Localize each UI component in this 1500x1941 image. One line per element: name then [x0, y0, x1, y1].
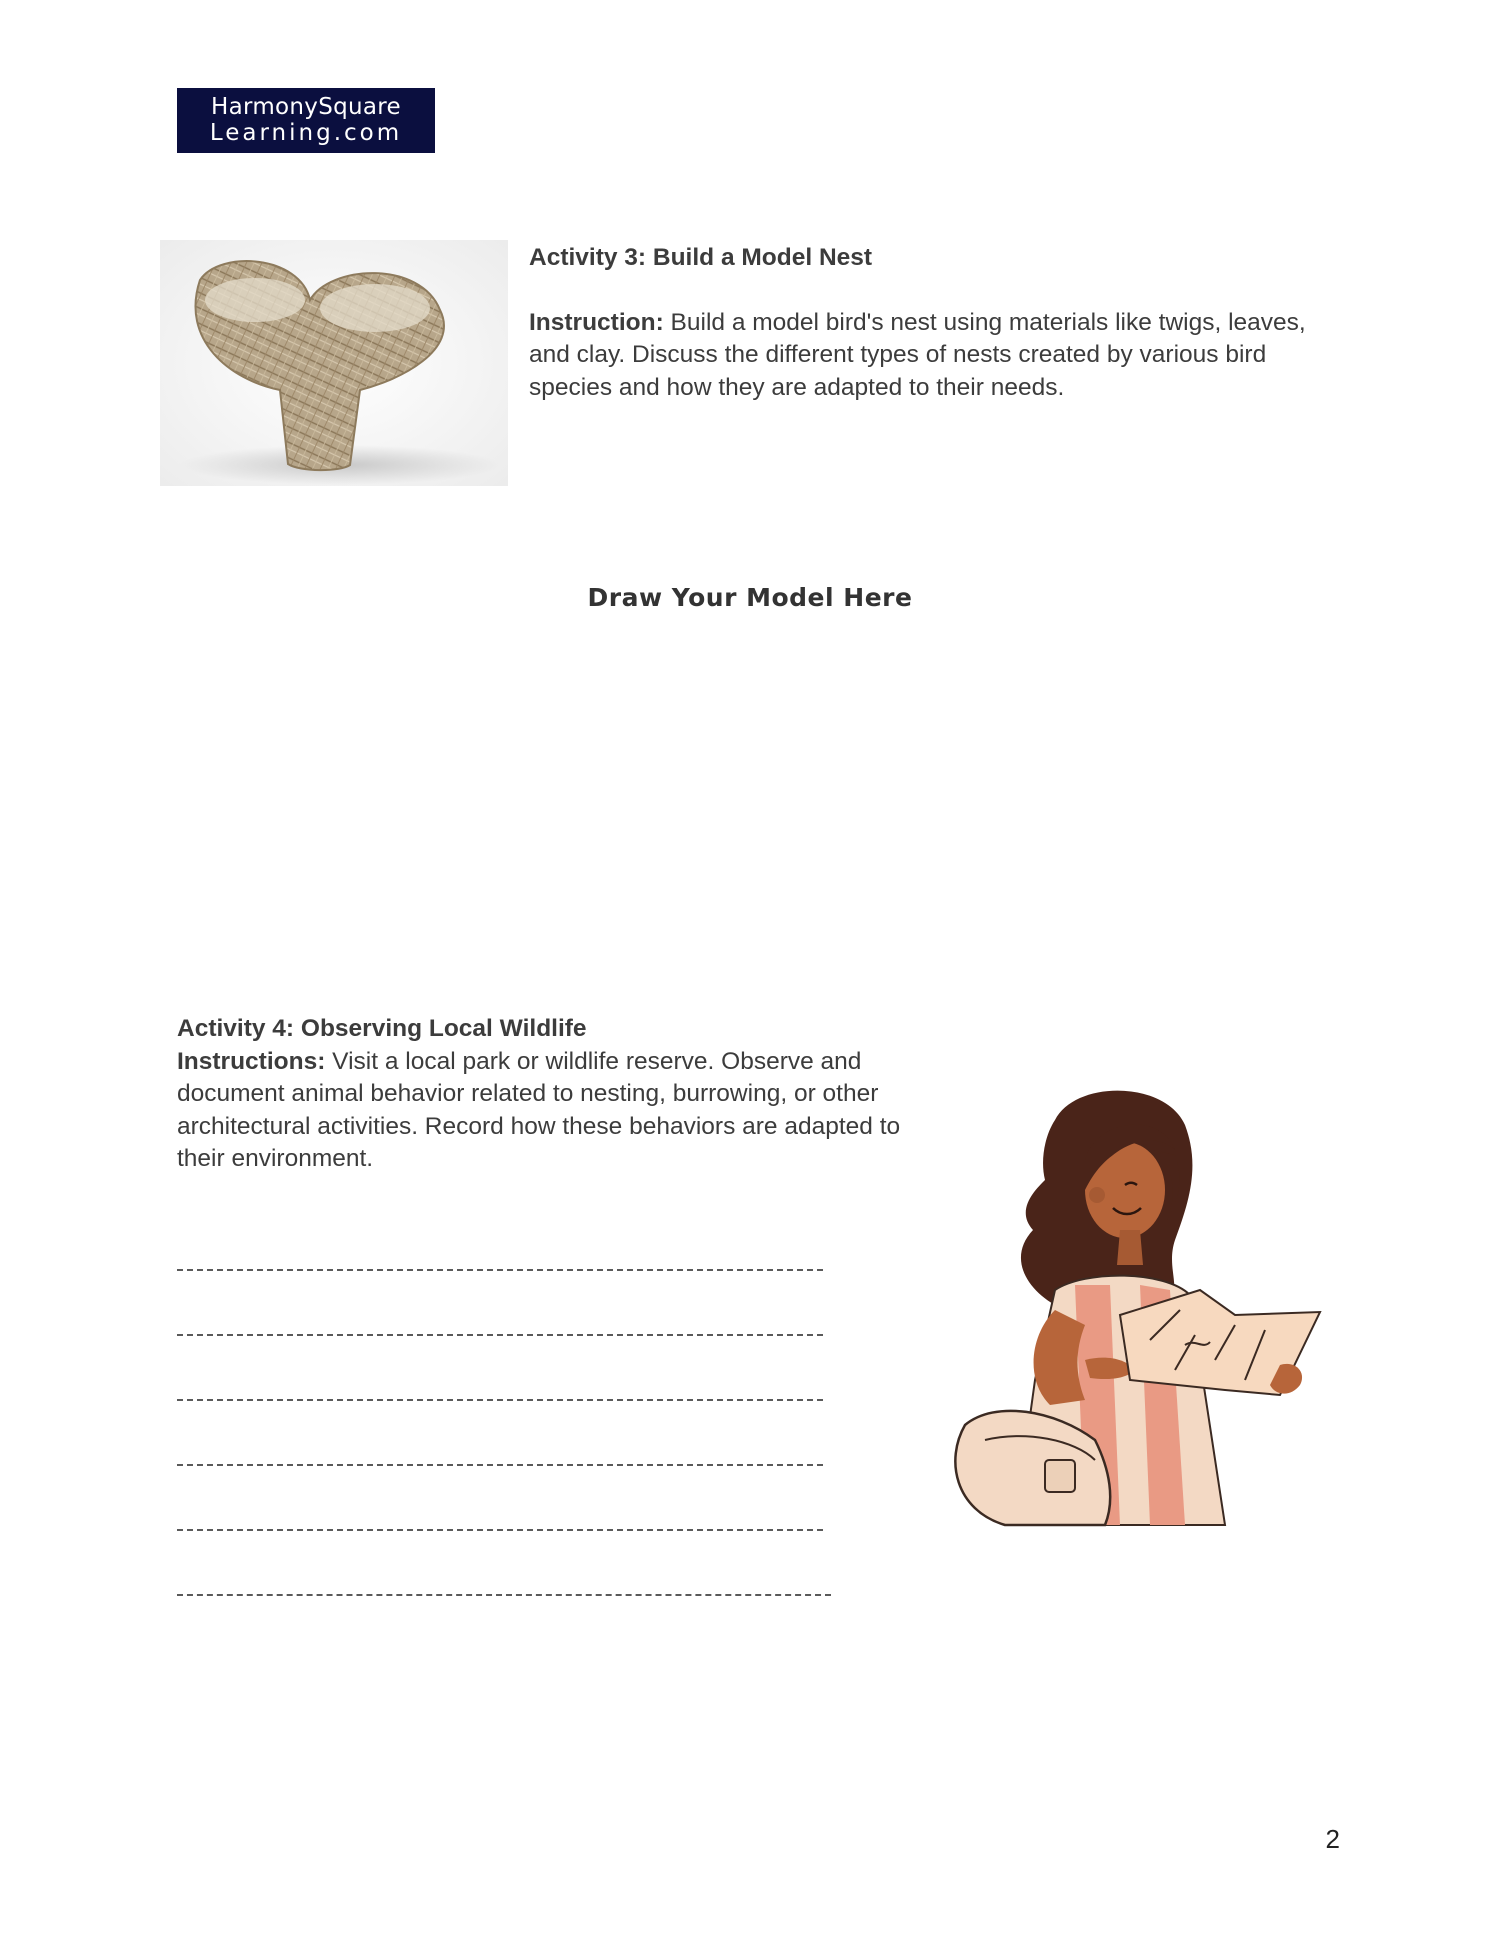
activity-3-instruction-label: Instruction: [529, 308, 664, 336]
writing-line[interactable] [177, 1298, 823, 1336]
activity-3-title: Activity 3: Build a Model Nest [529, 244, 873, 271]
draw-your-model-label: Draw Your Model Here [587, 583, 913, 612]
writing-line[interactable] [177, 1363, 823, 1401]
writing-line[interactable] [177, 1428, 823, 1466]
writing-line[interactable] [177, 1233, 823, 1271]
activity-4-instruction [177, 1046, 917, 1176]
page-number: 2 [1325, 1824, 1340, 1854]
activity-4-title: Activity 4: Observing Local Wildlife [177, 1015, 587, 1042]
activity-4 [177, 1013, 917, 1176]
activity-4-instruction-label: Instructions: [177, 1047, 326, 1075]
nest-model-image [160, 240, 508, 486]
writing-line[interactable] [177, 1558, 831, 1596]
drawing-area[interactable] [177, 640, 1327, 1000]
activity-3-instruction [529, 307, 1349, 405]
brand-logo [177, 88, 435, 153]
writing-lines [177, 1233, 837, 1623]
activity-3-instruction-text: Build a model bird's nest using materials like twigs, leaves, and clay. Discuss the different types of nests created by various bird species and how they are adapted to their needs. [529, 308, 1306, 401]
girl-reading-map-illustration [935, 1080, 1350, 1530]
logo-line-1: HarmonySquare [211, 94, 401, 120]
writing-line[interactable] [177, 1493, 823, 1531]
activity-3 [529, 242, 1349, 404]
logo-line-2: Learning.com [209, 120, 403, 146]
activity-4-instruction-text: Visit a local park or wildlife reserve. Observe and document animal behavior related to nesting, burrowing, or other architectural activities. Record how these behaviors are adapted to their environment. [177, 1047, 901, 1172]
